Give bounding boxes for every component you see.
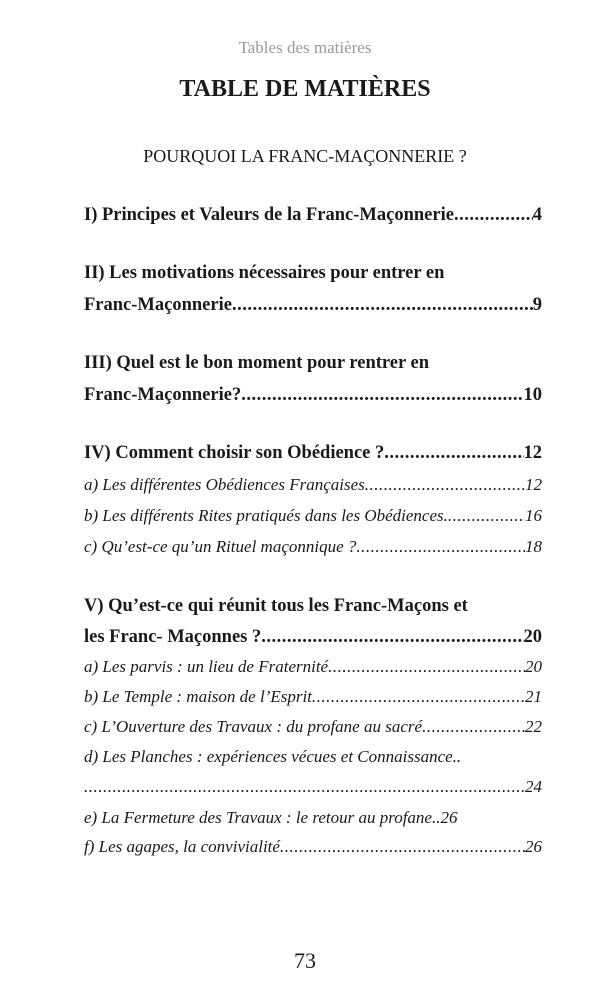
toc-entry-4: IV) Comment choisir son Obédience ? ..... 12 — [84, 440, 542, 466]
toc-subentry-5c: c) L’Ouverture des Travaux : du profane au sacré ..... 22 — [84, 714, 542, 740]
toc-entry-2: Franc-Maçonnerie ..... 9 — [84, 292, 542, 318]
toc-entry-1: I) Principes et Valeurs de la Franc-Maçonnerie ..... 4 — [84, 202, 542, 228]
toc-subentry-5d: ..... 24 — [84, 774, 542, 800]
toc-subentry-5d-line1: d) Les Planches : expériences vécues et Connaissance.. — [84, 747, 462, 766]
page-title: TABLE DE MATIÈRES — [179, 76, 431, 102]
toc-subentry-5f: f) Les agapes, la convivialité ..... 26 — [84, 834, 542, 860]
toc-entry-5-line1: V) Qu’est-ce qui réunit tous les Franc-Maçons et — [84, 596, 468, 616]
toc-subentry-5a: a) Les parvis : un lieu de Fraternité ..... 20 — [84, 654, 542, 680]
toc-entry-2-line1: II) Les motivations nécessaires pour entrer en — [84, 263, 445, 283]
toc-subentry-4b: b) Les différents Rites pratiqués dans les Obédiences. ..... 16 — [84, 503, 542, 529]
toc-subentry-4c: c) Qu’est-ce qu’un Rituel maçonnique ? ..... 18 — [84, 534, 542, 560]
section-subtitle: POURQUOI LA FRANC-MAÇONNERIE ? — [143, 146, 467, 166]
toc-entry-5: les Franc- Maçonnes ? ..... 20 — [84, 624, 542, 650]
toc-subentry-5e: e) La Fermeture des Travaux : le retour au profane.. 26 — [84, 808, 458, 827]
toc-subentry-5b: b) Le Temple : maison de l’Esprit ..... 21 — [84, 684, 542, 710]
page-number: 73 — [294, 948, 316, 973]
toc-entry-3-line1: III) Quel est le bon moment pour rentrer en — [84, 353, 429, 373]
toc-subentry-4a: a) Les différentes Obédiences Françaises ..... 12 — [84, 472, 542, 498]
toc-entry-3: Franc-Maçonnerie? ..... 10 — [84, 382, 542, 408]
running-header: Tables des matières — [238, 38, 372, 57]
